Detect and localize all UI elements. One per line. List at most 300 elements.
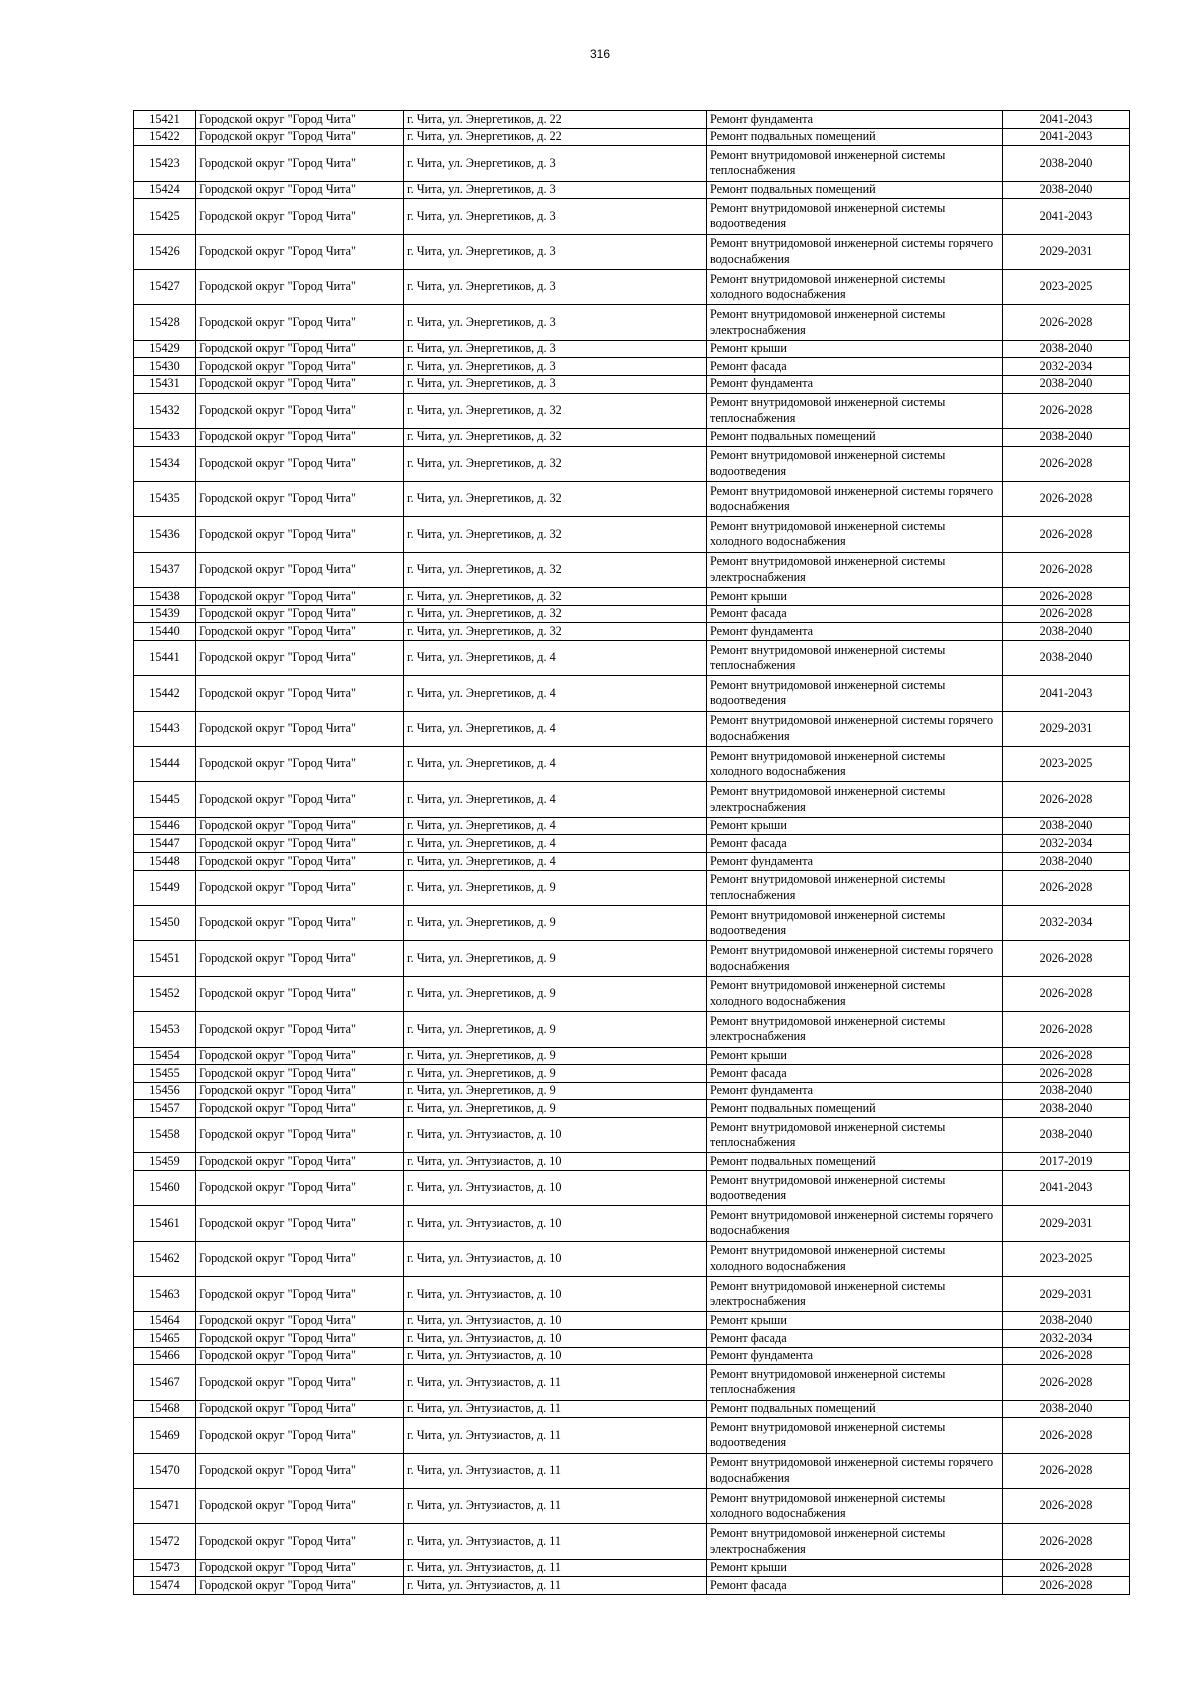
- row-number-cell: 15455: [134, 1065, 196, 1083]
- table-row: [134, 1082, 1130, 1100]
- period-cell: 2041-2043: [1003, 128, 1130, 146]
- municipality-cell: Городской округ "Город Чита": [196, 747, 404, 782]
- municipality-cell: Городской округ "Город Чита": [196, 1277, 404, 1312]
- address-cell: г. Чита, ул. Энергетиков, д. 3: [404, 181, 707, 199]
- row-number-cell: 15439: [134, 605, 196, 623]
- table-row: [134, 835, 1130, 853]
- row-number-cell: 15429: [134, 340, 196, 358]
- period-cell: 2029-2031: [1003, 1206, 1130, 1241]
- table-row: [134, 1170, 1130, 1205]
- table-body: [134, 111, 1130, 1595]
- address-cell: г. Чита, ул. Энергетиков, д. 4: [404, 817, 707, 835]
- table-row: [134, 1241, 1130, 1276]
- work-type-cell: Ремонт внутридомовой инженерной системы горячего водоснабжения: [707, 1206, 1003, 1241]
- municipality-cell: Городской округ "Город Чита": [196, 1524, 404, 1559]
- address-cell: г. Чита, ул. Энергетиков, д. 32: [404, 552, 707, 587]
- row-number-cell: 15440: [134, 623, 196, 641]
- table-row: [134, 1453, 1130, 1488]
- row-number-cell: 15446: [134, 817, 196, 835]
- work-type-cell: Ремонт фасада: [707, 605, 1003, 623]
- period-cell: 2038-2040: [1003, 817, 1130, 835]
- table-row: [134, 1100, 1130, 1118]
- period-cell: 2038-2040: [1003, 428, 1130, 446]
- period-cell: 2026-2028: [1003, 976, 1130, 1011]
- period-cell: 2029-2031: [1003, 234, 1130, 269]
- address-cell: г. Чита, ул. Энтузиастов, д. 11: [404, 1559, 707, 1577]
- municipality-cell: Городской округ "Город Чита": [196, 817, 404, 835]
- row-number-cell: 15434: [134, 446, 196, 481]
- address-cell: г. Чита, ул. Энергетиков, д. 3: [404, 340, 707, 358]
- row-number-cell: 15471: [134, 1489, 196, 1524]
- municipality-cell: Городской округ "Город Чита": [196, 623, 404, 641]
- period-cell: 2023-2025: [1003, 269, 1130, 304]
- period-cell: 2026-2028: [1003, 552, 1130, 587]
- address-cell: г. Чита, ул. Энергетиков, д. 3: [404, 305, 707, 340]
- row-number-cell: 15461: [134, 1206, 196, 1241]
- work-type-cell: Ремонт фасада: [707, 1065, 1003, 1083]
- period-cell: 2038-2040: [1003, 1082, 1130, 1100]
- address-cell: г. Чита, ул. Энергетиков, д. 32: [404, 481, 707, 516]
- work-type-cell: Ремонт внутридомовой инженерной системы электроснабжения: [707, 782, 1003, 817]
- table-row: [134, 1418, 1130, 1453]
- address-cell: г. Чита, ул. Энергетиков, д. 4: [404, 711, 707, 746]
- period-cell: 2029-2031: [1003, 1277, 1130, 1312]
- table-row: [134, 552, 1130, 587]
- table-row: [134, 1312, 1130, 1330]
- table-row: [134, 269, 1130, 304]
- period-cell: 2038-2040: [1003, 852, 1130, 870]
- address-cell: г. Чита, ул. Энтузиастов, д. 11: [404, 1453, 707, 1488]
- municipality-cell: Городской округ "Город Чита": [196, 1170, 404, 1205]
- work-type-cell: Ремонт подвальных помещений: [707, 1100, 1003, 1118]
- address-cell: г. Чита, ул. Энергетиков, д. 22: [404, 111, 707, 129]
- address-cell: г. Чита, ул. Энергетиков, д. 32: [404, 588, 707, 606]
- table-row: [134, 711, 1130, 746]
- address-cell: г. Чита, ул. Энергетиков, д. 32: [404, 446, 707, 481]
- row-number-cell: 15424: [134, 181, 196, 199]
- address-cell: г. Чита, ул. Энергетиков, д. 9: [404, 1082, 707, 1100]
- work-type-cell: Ремонт внутридомовой инженерной системы электроснабжения: [707, 1012, 1003, 1047]
- work-type-cell: Ремонт крыши: [707, 1312, 1003, 1330]
- work-type-cell: Ремонт внутридомовой инженерной системы горячего водоснабжения: [707, 234, 1003, 269]
- repair-schedule-table: [133, 110, 1130, 1595]
- municipality-cell: Городской округ "Город Чита": [196, 234, 404, 269]
- address-cell: г. Чита, ул. Энтузиастов, д. 11: [404, 1489, 707, 1524]
- row-number-cell: 15474: [134, 1577, 196, 1595]
- table-row: [134, 1117, 1130, 1152]
- row-number-cell: 15422: [134, 128, 196, 146]
- table-row: [134, 1559, 1130, 1577]
- period-cell: 2026-2028: [1003, 393, 1130, 428]
- period-cell: 2026-2028: [1003, 941, 1130, 976]
- address-cell: г. Чита, ул. Энергетиков, д. 3: [404, 146, 707, 181]
- row-number-cell: 15468: [134, 1400, 196, 1418]
- municipality-cell: Городской округ "Город Чита": [196, 676, 404, 711]
- period-cell: 2023-2025: [1003, 747, 1130, 782]
- address-cell: г. Чита, ул. Энергетиков, д. 9: [404, 870, 707, 905]
- row-number-cell: 15449: [134, 870, 196, 905]
- municipality-cell: Городской округ "Город Чита": [196, 269, 404, 304]
- work-type-cell: Ремонт внутридомовой инженерной системы горячего водоснабжения: [707, 481, 1003, 516]
- period-cell: 2038-2040: [1003, 1312, 1130, 1330]
- period-cell: 2038-2040: [1003, 1117, 1130, 1152]
- table-row: [134, 199, 1130, 234]
- table-row: [134, 340, 1130, 358]
- work-type-cell: Ремонт фасада: [707, 835, 1003, 853]
- municipality-cell: Городской округ "Город Чита": [196, 1312, 404, 1330]
- address-cell: г. Чита, ул. Энергетиков, д. 9: [404, 941, 707, 976]
- work-type-cell: Ремонт внутридомовой инженерной системы теплоснабжения: [707, 146, 1003, 181]
- row-number-cell: 15465: [134, 1330, 196, 1348]
- period-cell: 2041-2043: [1003, 1170, 1130, 1205]
- municipality-cell: Городской округ "Город Чита": [196, 711, 404, 746]
- address-cell: г. Чита, ул. Энергетиков, д. 3: [404, 269, 707, 304]
- work-type-cell: Ремонт внутридомовой инженерной системы теплоснабжения: [707, 870, 1003, 905]
- address-cell: г. Чита, ул. Энергетиков, д. 9: [404, 905, 707, 940]
- period-cell: 2032-2034: [1003, 905, 1130, 940]
- period-cell: 2026-2028: [1003, 782, 1130, 817]
- municipality-cell: Городской округ "Город Чита": [196, 340, 404, 358]
- table-row: [134, 782, 1130, 817]
- table-row: [134, 1065, 1130, 1083]
- address-cell: г. Чита, ул. Энтузиастов, д. 10: [404, 1347, 707, 1365]
- table-row: [134, 358, 1130, 376]
- municipality-cell: Городской округ "Город Чита": [196, 393, 404, 428]
- row-number-cell: 15459: [134, 1153, 196, 1171]
- address-cell: г. Чита, ул. Энтузиастов, д. 10: [404, 1170, 707, 1205]
- municipality-cell: Городской округ "Город Чита": [196, 588, 404, 606]
- address-cell: г. Чита, ул. Энтузиастов, д. 11: [404, 1400, 707, 1418]
- address-cell: г. Чита, ул. Энтузиастов, д. 10: [404, 1277, 707, 1312]
- row-number-cell: 15445: [134, 782, 196, 817]
- municipality-cell: Городской округ "Город Чита": [196, 1347, 404, 1365]
- period-cell: 2032-2034: [1003, 1330, 1130, 1348]
- period-cell: 2026-2028: [1003, 1524, 1130, 1559]
- municipality-cell: Городской округ "Город Чита": [196, 605, 404, 623]
- row-number-cell: 15462: [134, 1241, 196, 1276]
- table-row: [134, 1153, 1130, 1171]
- table-row: [134, 393, 1130, 428]
- row-number-cell: 15428: [134, 305, 196, 340]
- work-type-cell: Ремонт внутридомовой инженерной системы холодного водоснабжения: [707, 517, 1003, 552]
- period-cell: 2038-2040: [1003, 1100, 1130, 1118]
- municipality-cell: Городской округ "Город Чита": [196, 1012, 404, 1047]
- municipality-cell: Городской округ "Город Чита": [196, 782, 404, 817]
- row-number-cell: 15425: [134, 199, 196, 234]
- table-row: [134, 1012, 1130, 1047]
- row-number-cell: 15435: [134, 481, 196, 516]
- work-type-cell: Ремонт внутридомовой инженерной системы горячего водоснабжения: [707, 941, 1003, 976]
- work-type-cell: Ремонт внутридомовой инженерной системы водоотведения: [707, 199, 1003, 234]
- municipality-cell: Городской округ "Город Чита": [196, 111, 404, 129]
- municipality-cell: Городской округ "Город Чита": [196, 181, 404, 199]
- table-row: [134, 588, 1130, 606]
- period-cell: 2017-2019: [1003, 1153, 1130, 1171]
- row-number-cell: 15447: [134, 835, 196, 853]
- row-number-cell: 15452: [134, 976, 196, 1011]
- municipality-cell: Городской округ "Город Чита": [196, 1117, 404, 1152]
- address-cell: г. Чита, ул. Энтузиастов, д. 11: [404, 1365, 707, 1400]
- row-number-cell: 15433: [134, 428, 196, 446]
- work-type-cell: Ремонт внутридомовой инженерной системы холодного водоснабжения: [707, 269, 1003, 304]
- work-type-cell: Ремонт внутридомовой инженерной системы электроснабжения: [707, 1524, 1003, 1559]
- work-type-cell: Ремонт крыши: [707, 817, 1003, 835]
- municipality-cell: Городской округ "Город Чита": [196, 1453, 404, 1488]
- table-row: [134, 605, 1130, 623]
- table-row: [134, 1577, 1130, 1595]
- municipality-cell: Городской округ "Город Чита": [196, 976, 404, 1011]
- table-row: [134, 375, 1130, 393]
- period-cell: 2032-2034: [1003, 835, 1130, 853]
- work-type-cell: Ремонт внутридомовой инженерной системы теплоснабжения: [707, 393, 1003, 428]
- address-cell: г. Чита, ул. Энергетиков, д. 4: [404, 676, 707, 711]
- municipality-cell: Городской округ "Город Чита": [196, 358, 404, 376]
- address-cell: г. Чита, ул. Энтузиастов, д. 10: [404, 1153, 707, 1171]
- work-type-cell: Ремонт внутридомовой инженерной системы водоотведения: [707, 905, 1003, 940]
- period-cell: 2026-2028: [1003, 1489, 1130, 1524]
- row-number-cell: 15453: [134, 1012, 196, 1047]
- row-number-cell: 15460: [134, 1170, 196, 1205]
- row-number-cell: 15451: [134, 941, 196, 976]
- table-row: [134, 870, 1130, 905]
- address-cell: г. Чита, ул. Энергетиков, д. 9: [404, 1100, 707, 1118]
- period-cell: 2023-2025: [1003, 1241, 1130, 1276]
- municipality-cell: Городской округ "Город Чита": [196, 517, 404, 552]
- work-type-cell: Ремонт крыши: [707, 588, 1003, 606]
- work-type-cell: Ремонт фундамента: [707, 1082, 1003, 1100]
- work-type-cell: Ремонт фасада: [707, 358, 1003, 376]
- municipality-cell: Городской округ "Город Чита": [196, 1047, 404, 1065]
- period-cell: 2026-2028: [1003, 1047, 1130, 1065]
- row-number-cell: 15426: [134, 234, 196, 269]
- address-cell: г. Чита, ул. Энтузиастов, д. 10: [404, 1312, 707, 1330]
- table-row: [134, 1365, 1130, 1400]
- table-row: [134, 676, 1130, 711]
- table-row: [134, 234, 1130, 269]
- work-type-cell: Ремонт крыши: [707, 1047, 1003, 1065]
- period-cell: 2041-2043: [1003, 199, 1130, 234]
- work-type-cell: Ремонт внутридомовой инженерной системы горячего водоснабжения: [707, 1453, 1003, 1488]
- address-cell: г. Чита, ул. Энергетиков, д. 9: [404, 1065, 707, 1083]
- work-type-cell: Ремонт внутридомовой инженерной системы водоотведения: [707, 446, 1003, 481]
- municipality-cell: Городской округ "Город Чита": [196, 1100, 404, 1118]
- row-number-cell: 15421: [134, 111, 196, 129]
- address-cell: г. Чита, ул. Энтузиастов, д. 11: [404, 1418, 707, 1453]
- table-row: [134, 852, 1130, 870]
- address-cell: г. Чита, ул. Энтузиастов, д. 10: [404, 1206, 707, 1241]
- work-type-cell: Ремонт подвальных помещений: [707, 428, 1003, 446]
- work-type-cell: Ремонт внутридомовой инженерной системы холодного водоснабжения: [707, 1241, 1003, 1276]
- row-number-cell: 15438: [134, 588, 196, 606]
- work-type-cell: Ремонт внутридомовой инженерной системы электроснабжения: [707, 1277, 1003, 1312]
- work-type-cell: Ремонт подвальных помещений: [707, 1400, 1003, 1418]
- table-row: [134, 1330, 1130, 1348]
- municipality-cell: Городской округ "Город Чита": [196, 941, 404, 976]
- work-type-cell: Ремонт фундамента: [707, 375, 1003, 393]
- work-type-cell: Ремонт фундамента: [707, 852, 1003, 870]
- municipality-cell: Городской округ "Город Чита": [196, 481, 404, 516]
- municipality-cell: Городской округ "Город Чита": [196, 1330, 404, 1348]
- table-row: [134, 1524, 1130, 1559]
- period-cell: 2026-2028: [1003, 1365, 1130, 1400]
- period-cell: 2026-2028: [1003, 481, 1130, 516]
- municipality-cell: Городской округ "Город Чита": [196, 852, 404, 870]
- row-number-cell: 15466: [134, 1347, 196, 1365]
- address-cell: г. Чита, ул. Энергетиков, д. 22: [404, 128, 707, 146]
- address-cell: г. Чита, ул. Энергетиков, д. 3: [404, 358, 707, 376]
- row-number-cell: 15470: [134, 1453, 196, 1488]
- period-cell: 2026-2028: [1003, 1453, 1130, 1488]
- table-row: [134, 146, 1130, 181]
- address-cell: г. Чита, ул. Энтузиастов, д. 10: [404, 1330, 707, 1348]
- table-row: [134, 1206, 1130, 1241]
- period-cell: 2026-2028: [1003, 1559, 1130, 1577]
- row-number-cell: 15437: [134, 552, 196, 587]
- period-cell: 2038-2040: [1003, 340, 1130, 358]
- row-number-cell: 15436: [134, 517, 196, 552]
- municipality-cell: Городской округ "Город Чита": [196, 1577, 404, 1595]
- table-row: [134, 640, 1130, 675]
- municipality-cell: Городской округ "Город Чита": [196, 640, 404, 675]
- address-cell: г. Чита, ул. Энергетиков, д. 32: [404, 605, 707, 623]
- table-row: [134, 817, 1130, 835]
- table-row: [134, 428, 1130, 446]
- work-type-cell: Ремонт внутридомовой инженерной системы холодного водоснабжения: [707, 976, 1003, 1011]
- period-cell: 2038-2040: [1003, 623, 1130, 641]
- row-number-cell: 15423: [134, 146, 196, 181]
- municipality-cell: Городской округ "Город Чита": [196, 1400, 404, 1418]
- address-cell: г. Чита, ул. Энергетиков, д. 32: [404, 393, 707, 428]
- address-cell: г. Чита, ул. Энтузиастов, д. 10: [404, 1117, 707, 1152]
- work-type-cell: Ремонт внутридомовой инженерной системы водоотведения: [707, 1418, 1003, 1453]
- work-type-cell: Ремонт внутридомовой инженерной системы холодного водоснабжения: [707, 1489, 1003, 1524]
- work-type-cell: Ремонт подвальных помещений: [707, 181, 1003, 199]
- address-cell: г. Чита, ул. Энергетиков, д. 3: [404, 234, 707, 269]
- address-cell: г. Чита, ул. Энергетиков, д. 4: [404, 782, 707, 817]
- table-row: [134, 1400, 1130, 1418]
- address-cell: г. Чита, ул. Энергетиков, д. 4: [404, 640, 707, 675]
- municipality-cell: Городской округ "Город Чита": [196, 1489, 404, 1524]
- work-type-cell: Ремонт внутридомовой инженерной системы теплоснабжения: [707, 1365, 1003, 1400]
- row-number-cell: 15430: [134, 358, 196, 376]
- table-row: [134, 481, 1130, 516]
- work-type-cell: Ремонт крыши: [707, 1559, 1003, 1577]
- period-cell: 2026-2028: [1003, 1577, 1130, 1595]
- table-row: [134, 905, 1130, 940]
- period-cell: 2026-2028: [1003, 1347, 1130, 1365]
- table-row: [134, 941, 1130, 976]
- municipality-cell: Городской округ "Город Чита": [196, 146, 404, 181]
- address-cell: г. Чита, ул. Энергетиков, д. 3: [404, 375, 707, 393]
- municipality-cell: Городской округ "Город Чита": [196, 375, 404, 393]
- address-cell: г. Чита, ул. Энергетиков, д. 4: [404, 852, 707, 870]
- period-cell: 2026-2028: [1003, 517, 1130, 552]
- row-number-cell: 15472: [134, 1524, 196, 1559]
- work-type-cell: Ремонт фундамента: [707, 1347, 1003, 1365]
- address-cell: г. Чита, ул. Энергетиков, д. 32: [404, 517, 707, 552]
- period-cell: 2026-2028: [1003, 1012, 1130, 1047]
- table-row: [134, 1347, 1130, 1365]
- period-cell: 2038-2040: [1003, 181, 1130, 199]
- period-cell: 2032-2034: [1003, 358, 1130, 376]
- row-number-cell: 15456: [134, 1082, 196, 1100]
- table-row: [134, 181, 1130, 199]
- row-number-cell: 15457: [134, 1100, 196, 1118]
- municipality-cell: Городской округ "Город Чита": [196, 905, 404, 940]
- municipality-cell: Городской округ "Город Чита": [196, 199, 404, 234]
- address-cell: г. Чита, ул. Энергетиков, д. 9: [404, 976, 707, 1011]
- work-type-cell: Ремонт крыши: [707, 340, 1003, 358]
- municipality-cell: Городской округ "Город Чита": [196, 1365, 404, 1400]
- row-number-cell: 15473: [134, 1559, 196, 1577]
- work-type-cell: Ремонт внутридомовой инженерной системы электроснабжения: [707, 305, 1003, 340]
- row-number-cell: 15441: [134, 640, 196, 675]
- table-row: [134, 747, 1130, 782]
- period-cell: 2038-2040: [1003, 375, 1130, 393]
- municipality-cell: Городской округ "Город Чита": [196, 1153, 404, 1171]
- row-number-cell: 15443: [134, 711, 196, 746]
- period-cell: 2038-2040: [1003, 1400, 1130, 1418]
- municipality-cell: Городской округ "Город Чита": [196, 1065, 404, 1083]
- municipality-cell: Городской округ "Город Чита": [196, 1241, 404, 1276]
- address-cell: г. Чита, ул. Энергетиков, д. 32: [404, 428, 707, 446]
- municipality-cell: Городской округ "Город Чита": [196, 446, 404, 481]
- address-cell: г. Чита, ул. Энергетиков, д. 4: [404, 747, 707, 782]
- row-number-cell: 15458: [134, 1117, 196, 1152]
- work-type-cell: Ремонт подвальных помещений: [707, 1153, 1003, 1171]
- table-row: [134, 128, 1130, 146]
- address-cell: г. Чита, ул. Энергетиков, д. 9: [404, 1012, 707, 1047]
- work-type-cell: Ремонт внутридомовой инженерной системы холодного водоснабжения: [707, 747, 1003, 782]
- page-number: 316: [589, 47, 611, 61]
- work-type-cell: Ремонт внутридомовой инженерной системы теплоснабжения: [707, 1117, 1003, 1152]
- table-row: [134, 1489, 1130, 1524]
- table-row: [134, 1047, 1130, 1065]
- municipality-cell: Городской округ "Город Чита": [196, 428, 404, 446]
- municipality-cell: Городской округ "Город Чита": [196, 305, 404, 340]
- work-type-cell: Ремонт фундамента: [707, 623, 1003, 641]
- row-number-cell: 15450: [134, 905, 196, 940]
- row-number-cell: 15469: [134, 1418, 196, 1453]
- row-number-cell: 15444: [134, 747, 196, 782]
- work-type-cell: Ремонт внутридомовой инженерной системы водоотведения: [707, 676, 1003, 711]
- row-number-cell: 15442: [134, 676, 196, 711]
- table-row: [134, 623, 1130, 641]
- work-type-cell: Ремонт фундамента: [707, 111, 1003, 129]
- work-type-cell: Ремонт внутридомовой инженерной системы электроснабжения: [707, 552, 1003, 587]
- period-cell: 2026-2028: [1003, 446, 1130, 481]
- municipality-cell: Городской округ "Город Чита": [196, 1206, 404, 1241]
- address-cell: г. Чита, ул. Энергетиков, д. 32: [404, 623, 707, 641]
- address-cell: г. Чита, ул. Энергетиков, д. 4: [404, 835, 707, 853]
- municipality-cell: Городской округ "Город Чита": [196, 835, 404, 853]
- table-row: [134, 305, 1130, 340]
- work-type-cell: Ремонт внутридомовой инженерной системы теплоснабжения: [707, 640, 1003, 675]
- work-type-cell: Ремонт фасада: [707, 1330, 1003, 1348]
- table-row: [134, 111, 1130, 129]
- period-cell: 2026-2028: [1003, 1418, 1130, 1453]
- address-cell: г. Чита, ул. Энтузиастов, д. 11: [404, 1577, 707, 1595]
- address-cell: г. Чита, ул. Энергетиков, д. 9: [404, 1047, 707, 1065]
- period-cell: 2026-2028: [1003, 605, 1130, 623]
- period-cell: 2038-2040: [1003, 146, 1130, 181]
- row-number-cell: 15432: [134, 393, 196, 428]
- row-number-cell: 15431: [134, 375, 196, 393]
- row-number-cell: 15454: [134, 1047, 196, 1065]
- municipality-cell: Городской округ "Город Чита": [196, 1418, 404, 1453]
- work-type-cell: Ремонт фасада: [707, 1577, 1003, 1595]
- municipality-cell: Городской округ "Город Чита": [196, 1082, 404, 1100]
